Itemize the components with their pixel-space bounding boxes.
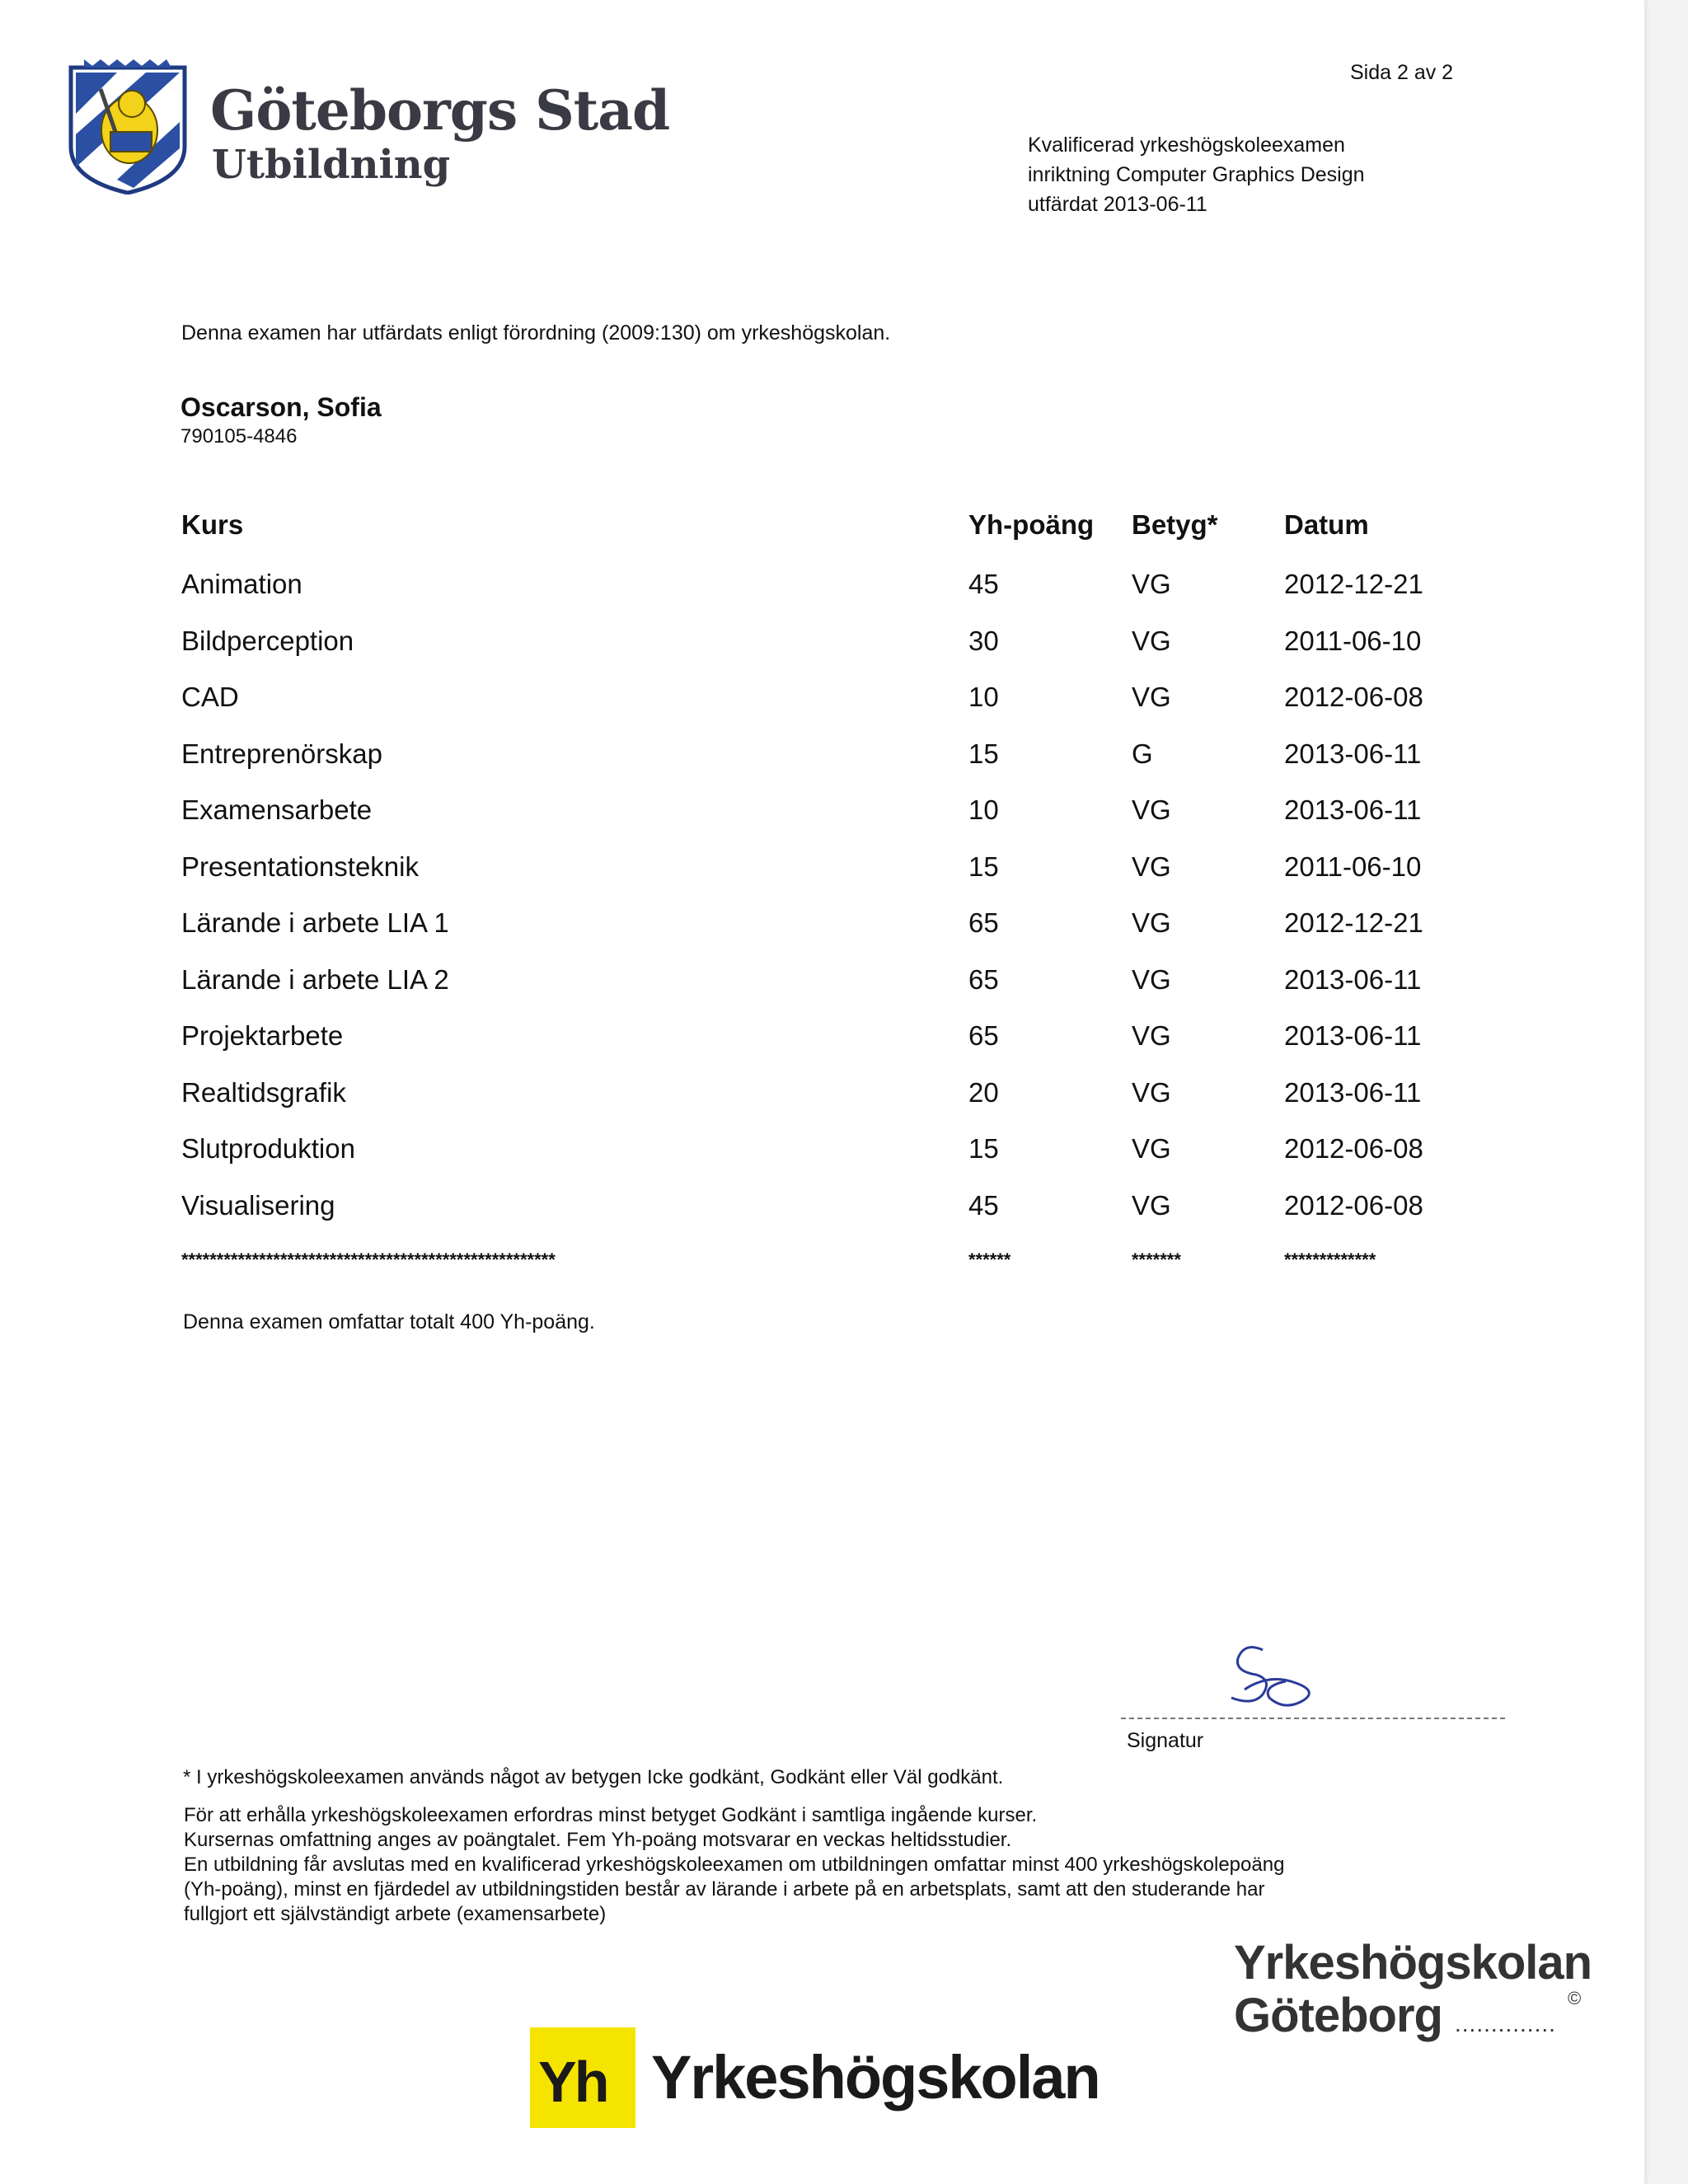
cell-yh-poang: 10 <box>968 794 999 825</box>
table-row <box>181 626 1467 682</box>
cell-betyg: VG <box>1132 682 1171 712</box>
intro-text: Denna examen har utfärdats enligt förordning (2009:130) om yrkeshögskolan. <box>181 321 891 344</box>
cell-yh-poang: 15 <box>968 1133 999 1164</box>
cell-datum: 2012-06-08 <box>1284 682 1423 712</box>
gothenburg-lion-crest-icon <box>68 56 188 194</box>
cell-kurs: Lärande i arbete LIA 1 <box>181 907 449 938</box>
stamp-dots: .............. <box>1455 2011 1556 2036</box>
cell-kurs: CAD <box>181 682 239 712</box>
table-row <box>181 569 1467 626</box>
table-row <box>181 1190 1467 1247</box>
cell-betyg: G <box>1132 738 1153 769</box>
cell-datum: 2012-12-21 <box>1284 569 1423 599</box>
stars-betyg: ******* <box>1132 1249 1181 1270</box>
cell-datum: 2013-06-11 <box>1284 963 1422 995</box>
cell-betyg: VG <box>1132 1189 1171 1221</box>
table-header <box>181 509 1467 569</box>
stamp-copyright: © <box>1568 1988 1582 2008</box>
table-row <box>181 794 1467 851</box>
cell-datum: 2012-06-08 <box>1284 1189 1423 1221</box>
cell-yh-poang: 65 <box>968 907 999 938</box>
cell-datum: 2012-06-08 <box>1284 1133 1423 1164</box>
rules-line: fullgjort ett självständigt arbete (examensarbete) <box>184 1903 607 1925</box>
rules-line: (Yh-poäng), minst en fjärdedel av utbildningstiden består av lärande i arbete på en arbetsplats, samt att den studerande har <box>184 1878 1265 1900</box>
header-yh-poang: Yh-poäng <box>968 509 1095 540</box>
exam-info <box>1028 130 1365 219</box>
cell-yh-poang: 30 <box>968 625 999 656</box>
exam-issued-date: utfärdat 2013-06-11 <box>1028 193 1207 216</box>
table-row <box>181 851 1467 908</box>
table-row <box>181 682 1467 738</box>
cell-betyg: VG <box>1132 1020 1171 1051</box>
cell-betyg: VG <box>1132 851 1171 882</box>
total-points: Denna examen omfattar totalt 400 Yh-poäng. <box>183 1310 595 1333</box>
cell-yh-poang: 45 <box>968 1189 999 1221</box>
stamp-line-1: Yrkeshögskolan <box>1234 1936 1592 1990</box>
cell-betyg: VG <box>1132 625 1171 656</box>
table-row <box>181 1020 1467 1077</box>
cell-kurs: Realtidsgrafik <box>181 1076 346 1108</box>
cell-betyg: VG <box>1132 907 1171 938</box>
table-row <box>181 907 1467 964</box>
cell-kurs: Examensarbete <box>181 794 373 825</box>
grade-footnote: * I yrkeshögskoleexamen används något av betygen Icke godkänt, Godkänt eller Väl godkänt. <box>183 1766 1004 1788</box>
table-row <box>181 964 1467 1021</box>
cell-betyg: VG <box>1132 1076 1171 1108</box>
cell-datum: 2013-06-11 <box>1284 1076 1422 1108</box>
course-table <box>181 509 1467 1279</box>
exam-direction: inriktning Computer Graphics Design <box>1028 163 1365 186</box>
stamp-line-2: Göteborg <box>1234 1989 1442 2042</box>
org-name: Göteborgs Stad <box>210 78 670 143</box>
cell-betyg: VG <box>1132 1133 1171 1164</box>
stars-datum: ************* <box>1284 1249 1376 1270</box>
signature-label: Signatur <box>1127 1729 1204 1752</box>
table-row <box>181 738 1467 795</box>
rules-line: Kursernas omfattning anges av poängtalet. Fem Yh-poäng motsvarar en veckas heltidsstudier. <box>184 1829 1012 1851</box>
yh-logo-mark-text: Yh <box>538 2050 607 2114</box>
rules-line: En utbildning får avslutas med en kvalificerad yrkeshögskoleexamen om utbildningen omfattar minst 400 yrkeshögskolepoäng <box>184 1854 1285 1876</box>
org-subtitle: Utbildning <box>212 142 451 188</box>
cell-kurs: Slutproduktion <box>181 1133 355 1164</box>
yh-logo-word: Yrkeshögskolan <box>651 2043 1100 2111</box>
table-row <box>181 1133 1467 1190</box>
rules-text <box>184 1803 1470 1927</box>
cell-datum: 2011-06-10 <box>1284 625 1422 656</box>
cell-kurs: Animation <box>181 569 302 599</box>
cell-yh-poang: 15 <box>968 851 999 882</box>
yh-logo-mark <box>530 2027 635 2128</box>
header-datum: Datum <box>1284 509 1369 540</box>
student-id: 790105-4846 <box>181 425 298 448</box>
stars-kurs: ***************************************************** <box>181 1249 556 1270</box>
cell-kurs: Bildperception <box>181 625 354 656</box>
signature-line <box>1121 1718 1505 1719</box>
cell-yh-poang: 45 <box>968 569 999 599</box>
student-name: Oscarson, Sofia <box>181 392 382 422</box>
signature-initials <box>1220 1640 1335 1714</box>
cell-datum: 2012-12-21 <box>1284 907 1423 938</box>
cell-kurs: Visualisering <box>181 1189 335 1221</box>
cell-datum: 2013-06-11 <box>1284 738 1422 769</box>
cell-datum: 2011-06-10 <box>1284 851 1422 882</box>
cell-yh-poang: 15 <box>968 738 999 769</box>
table-row <box>181 1077 1467 1134</box>
cell-betyg: VG <box>1132 794 1171 825</box>
header-kurs: Kurs <box>181 509 244 540</box>
cell-yh-poang: 65 <box>968 1020 999 1051</box>
cell-yh-poang: 10 <box>968 682 999 712</box>
cell-betyg: VG <box>1132 569 1171 599</box>
cell-yh-poang: 20 <box>968 1076 999 1108</box>
table-stars-row <box>181 1246 1467 1279</box>
cell-yh-poang: 65 <box>968 963 999 995</box>
cell-datum: 2013-06-11 <box>1284 1020 1422 1051</box>
exam-type: Kvalificerad yrkeshögskoleexamen <box>1028 134 1345 157</box>
cell-betyg: VG <box>1132 963 1171 995</box>
page-number: Sida 2 av 2 <box>1350 61 1454 84</box>
cell-kurs: Projektarbete <box>181 1020 344 1051</box>
cell-kurs: Entreprenörskap <box>181 738 382 769</box>
stars-yh: ****** <box>968 1249 1011 1270</box>
cell-datum: 2013-06-11 <box>1284 794 1422 825</box>
rules-line: För att erhålla yrkeshögskoleexamen erfordras minst betyget Godkänt i samtliga ingående kurser. <box>184 1804 1038 1826</box>
header-betyg: Betyg* <box>1132 509 1218 540</box>
cell-kurs: Lärande i arbete LIA 2 <box>181 963 449 995</box>
cell-kurs: Presentationsteknik <box>181 851 419 882</box>
